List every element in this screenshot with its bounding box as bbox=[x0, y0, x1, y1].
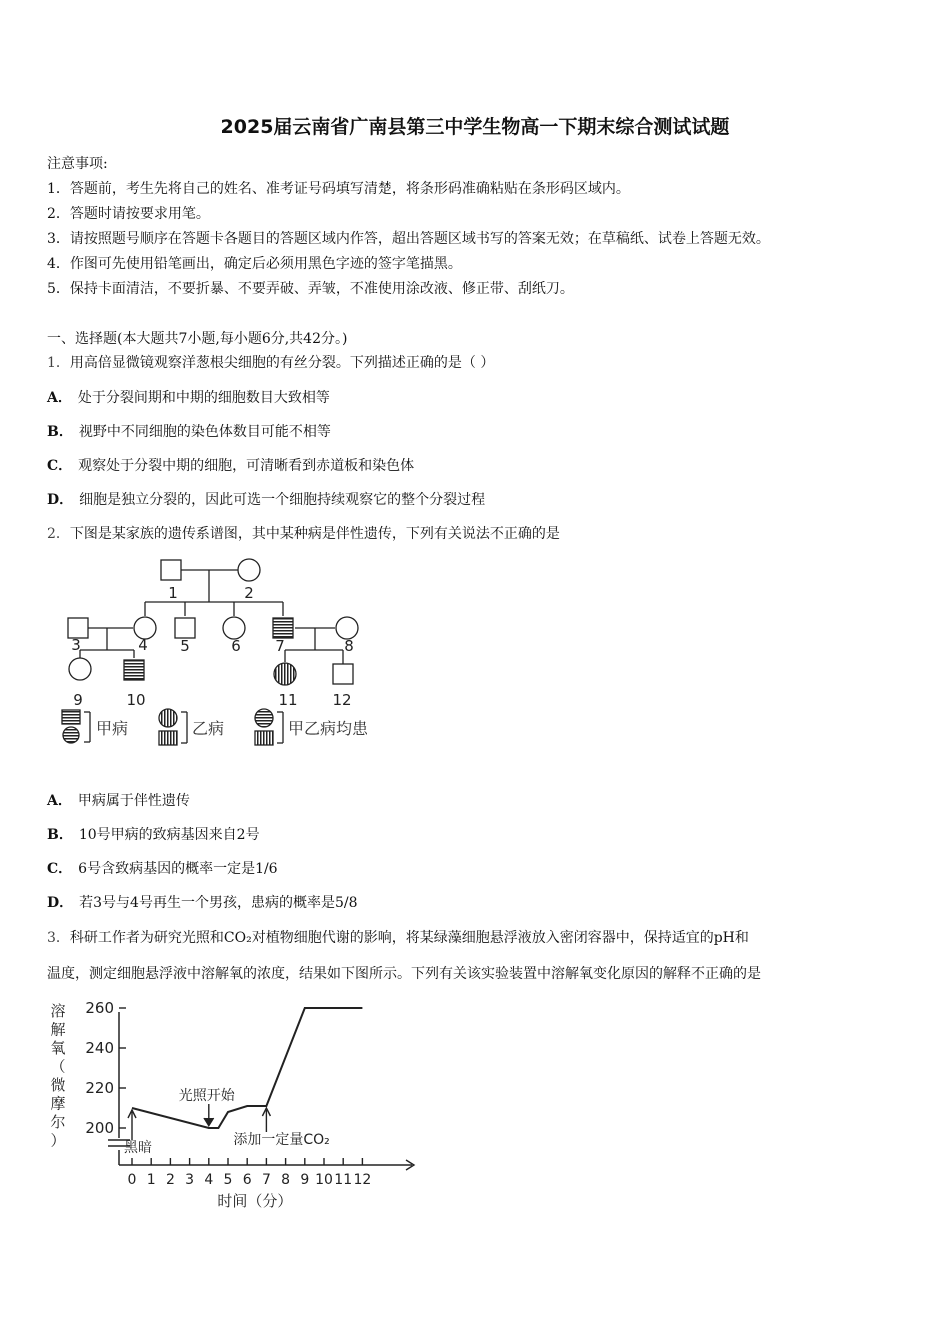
legend-both-square bbox=[255, 731, 273, 745]
legend-both-circle bbox=[255, 709, 273, 727]
y-axis-label-char: ） bbox=[50, 1131, 66, 1150]
option-label: B． bbox=[47, 827, 73, 843]
annotation-dark: 黑暗 bbox=[124, 1140, 152, 1156]
option-text: 细胞是独立分裂的，因此可选一个细胞持续观察它的整个分裂过程 bbox=[79, 492, 486, 508]
pedigree-label: 12 bbox=[332, 691, 352, 709]
pedigree-individual-11 bbox=[274, 663, 296, 685]
exam-title: 2025届云南省广南县第三中学生物高一下期末综合测试试题 bbox=[220, 116, 730, 138]
question-number: 3． bbox=[47, 930, 70, 946]
y-axis-label-char: 氧 bbox=[50, 1039, 66, 1057]
question-stem: 下图是某家族的遗传系谱图，其中某种病是伴性遗传，下列有关说法不正确的是 bbox=[69, 526, 560, 542]
notice-item: 5．保持卡面清洁，不要折暴、不要弄破、弄皱，不准使用涂改液、修正带、刮纸刀。 bbox=[47, 281, 574, 297]
dissolved-oxygen-line bbox=[132, 1008, 362, 1128]
legend-yi-square bbox=[159, 731, 177, 745]
pedigree-label: 7 bbox=[275, 637, 285, 655]
question-stem: 科研工作者为研究光照和CO₂对植物细胞代谢的影响，将某绿藻细胞悬浮液放入密闭容器中，保持适宜的pH和 bbox=[69, 930, 749, 946]
legend-jia-square bbox=[62, 710, 80, 724]
pedigree-individual-5 bbox=[175, 618, 195, 638]
question-number: 2． bbox=[47, 526, 70, 542]
option-a[interactable] bbox=[47, 790, 190, 810]
legend-yi-circle bbox=[159, 709, 177, 727]
option-label: B． bbox=[47, 424, 73, 440]
x-tick-label: 5 bbox=[223, 1172, 233, 1188]
legend-label-yi: 乙病 bbox=[192, 719, 225, 738]
pedigree-individual-10 bbox=[124, 660, 144, 680]
legend-label-both: 甲乙病均患 bbox=[288, 719, 369, 738]
pedigree-label: 9 bbox=[73, 691, 83, 709]
option-label: D． bbox=[47, 492, 74, 508]
section-heading: 一、选择题(本大题共7小题,每小题6分,共42分。) bbox=[47, 331, 348, 347]
question-2 bbox=[47, 523, 560, 543]
x-tick-label: 4 bbox=[204, 1172, 214, 1188]
pedigree-individual-1 bbox=[161, 560, 181, 580]
pedigree-label: 3 bbox=[71, 636, 81, 654]
x-tick-label: 9 bbox=[300, 1172, 310, 1188]
y-tick-label: 240 bbox=[85, 1039, 114, 1057]
pedigree-label: 10 bbox=[126, 691, 146, 709]
x-axis-label: 时间（分） bbox=[217, 1192, 293, 1210]
y-axis-label-char: 尔 bbox=[50, 1113, 66, 1131]
legend-jia-circle bbox=[63, 727, 79, 743]
option-label: C． bbox=[47, 458, 73, 474]
option-text: 观察处于分裂中期的细胞，可清晰看到赤道板和染色体 bbox=[78, 458, 415, 474]
legend-label-jia: 甲病 bbox=[96, 719, 129, 738]
light-arrow-head bbox=[204, 1118, 214, 1126]
option-text: 10号甲病的致病基因来自2号 bbox=[78, 827, 260, 843]
x-tick-label: 7 bbox=[261, 1172, 271, 1188]
option-text: 若3号与4号再生一个男孩，患病的概率是5/8 bbox=[79, 895, 358, 911]
pedigree-label: 8 bbox=[344, 637, 354, 655]
option-d[interactable] bbox=[47, 489, 485, 509]
option-d[interactable] bbox=[47, 892, 358, 912]
pedigree-label: 6 bbox=[231, 637, 241, 655]
y-axis-label-char: （ bbox=[50, 1057, 66, 1076]
pedigree-individual-7 bbox=[273, 618, 293, 638]
option-text: 视野中不同细胞的染色体数目可能不相等 bbox=[78, 424, 331, 440]
pedigree-label: 2 bbox=[244, 584, 254, 602]
annotation-add-co2: 添加一定量CO₂ bbox=[233, 1132, 330, 1148]
x-tick-label: 0 bbox=[127, 1172, 137, 1188]
y-axis-label-char: 微 bbox=[50, 1076, 66, 1094]
x-tick-label: 2 bbox=[165, 1172, 175, 1188]
question-3-continued: 温度，测定细胞悬浮液中溶解氧的浓度，结果如下图所示。下列有关该实验装置中溶解氧变化原因的解释不正确的是 bbox=[47, 966, 761, 982]
x-tick-label: 10 bbox=[315, 1172, 333, 1188]
question-stem: 用高倍显微镜观察洋葱根尖细胞的有丝分裂。下列描述正确的是（ ） bbox=[69, 355, 495, 371]
notice-item: 4．作图可先使用铅笔画出，确定后必须用黑色字迹的签字笔描黑。 bbox=[47, 256, 462, 272]
pedigree-diagram bbox=[50, 552, 410, 762]
pedigree-individual-2 bbox=[238, 559, 260, 581]
pedigree-label: 4 bbox=[138, 636, 148, 654]
annotation-light-start: 光照开始 bbox=[178, 1088, 235, 1104]
dissolved-oxygen-chart bbox=[44, 1000, 424, 1215]
pedigree-label: 11 bbox=[278, 691, 298, 709]
notice-item: 2．答题时请按要求用笔。 bbox=[47, 206, 210, 222]
pedigree-individual-9 bbox=[69, 658, 91, 680]
x-tick-label: 8 bbox=[281, 1172, 291, 1188]
question-3 bbox=[47, 927, 749, 947]
pedigree-individual-12 bbox=[333, 664, 353, 684]
option-text: 6号含致病基因的概率一定是1/6 bbox=[78, 861, 278, 877]
notice-item: 1．答题前，考生先将自己的姓名、准考证号码填写清楚，将条形码准确粘贴在条形码区域内。 bbox=[47, 181, 630, 197]
option-label: A． bbox=[47, 390, 72, 406]
option-b[interactable] bbox=[47, 421, 331, 441]
option-c[interactable] bbox=[47, 858, 278, 878]
y-axis-label-char: 解 bbox=[50, 1020, 66, 1039]
x-tick-label: 6 bbox=[242, 1172, 252, 1188]
x-tick-label: 1 bbox=[146, 1172, 156, 1188]
option-a[interactable] bbox=[47, 387, 330, 407]
x-tick-label: 11 bbox=[334, 1172, 353, 1188]
y-tick-label: 220 bbox=[85, 1079, 114, 1097]
option-label: C． bbox=[47, 861, 73, 877]
pedigree-label: 1 bbox=[168, 584, 178, 602]
y-axis-label-char: 溶 bbox=[50, 1002, 66, 1020]
notice-heading: 注意事项: bbox=[47, 156, 108, 172]
pedigree-individual-8 bbox=[336, 617, 358, 639]
option-text: 甲病属于伴性遗传 bbox=[77, 793, 190, 809]
question-1 bbox=[47, 352, 494, 372]
pedigree-individual-3 bbox=[68, 618, 88, 638]
x-tick-label: 3 bbox=[185, 1172, 195, 1188]
question-number: 1． bbox=[47, 355, 70, 371]
option-label: D． bbox=[47, 895, 74, 911]
x-tick-label: 12 bbox=[353, 1172, 372, 1188]
pedigree-label: 5 bbox=[180, 637, 190, 655]
y-axis-label-char: 摩 bbox=[50, 1094, 66, 1113]
notice-item: 3．请按照题号顺序在答题卡各题目的答题区域内作答，超出答题区域书写的答案无效；在草稿纸、试卷上答题无效。 bbox=[47, 231, 770, 247]
option-b[interactable] bbox=[47, 824, 260, 844]
option-text: 处于分裂间期和中期的细胞数目大致相等 bbox=[77, 390, 330, 406]
y-tick-label: 200 bbox=[85, 1119, 114, 1137]
pedigree-individual-6 bbox=[223, 617, 245, 639]
option-c[interactable] bbox=[47, 455, 414, 475]
y-tick-label: 260 bbox=[85, 1000, 114, 1017]
option-label: A． bbox=[47, 793, 72, 809]
